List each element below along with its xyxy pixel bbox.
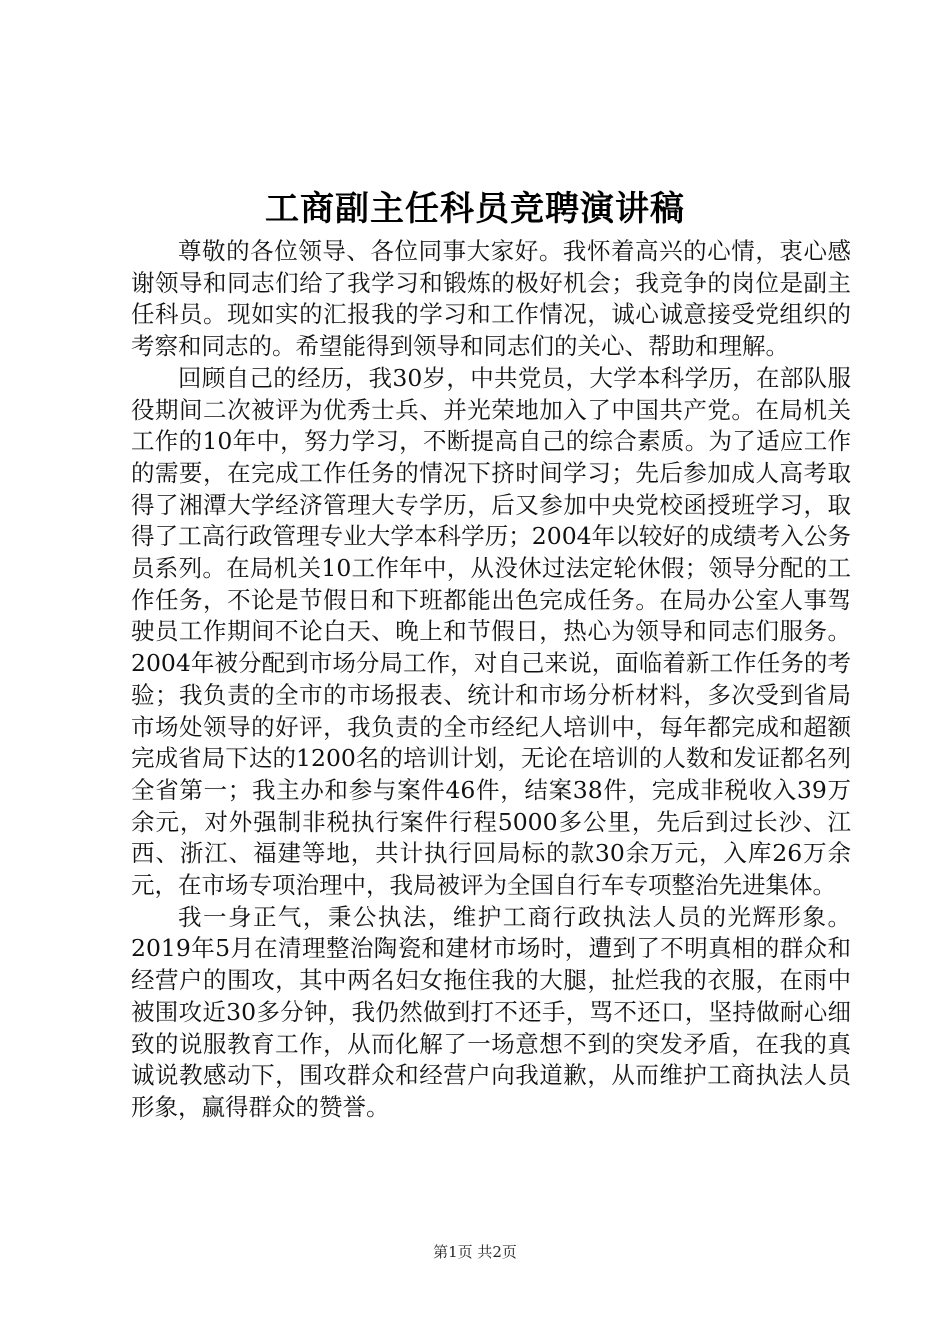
paragraph-integrity: 我一身正气，秉公执法，维护工商行政执法人员的光辉形象。2019年5月在清理整治陶瓷和建材市场时，遭到了不明真相的群众和经营户的围攻，其中两名妇女拖住我的大腿，扯烂我的衣服，在雨中被围攻近30多分钟，我仍然做到打不还手，骂不还口，坚持做耐心细致的说服教育工作，从而化解了一场意想不到的突发矛盾，在我的真诚说教感动下，围攻群众和经营户向我道歉，从而维护工商执法人员形象，赢得群众的赞誉。 [131,902,851,1121]
document-title: 工商副主任科员竞聘演讲稿 [265,189,685,229]
page-number-footer: 第1页 共2页 [433,1243,517,1261]
paragraph-experience: 回顾自己的经历，我30岁，中共党员，大学本科学历，在部队服役期间二次被评为优秀士兵、并光荣地加入了中国共产党。在局机关工作的10年中，努力学习，不断提高自己的综合素质。为了适应工作的需要，在完成工作任务的情况下挤时间学习；先后参加成人高考取得了湘潭大学经济管理大专学历，后又参加中央党校函授班学习，取得了工高行政管理专业大学本科学历；2004年以较好的成绩考入公务员系列。在局机关10工作年中，从没休过法定轮休假；领导分配的工作任务，不论是节假日和下班都能出色完成任务。在局办公室人事驾驶员工作期间不论白天、晚上和节假日，热心为领导和同志们服务。2004年被分配到市场分局工作，对自己来说，面临着新工作任务的考验；我负责的全市的市场报表、统计和市场分析材料，多次受到省局市场处领导的好评，我负责的全市经纪人培训中，每年都完成和超额完成省局下达的1200名的培训计划，无论在培训的人数和发证都名列全省第一；我主办和参与案件46件，结案38件，完成非税收入39万余元，对外强制非税执行案件行程5000多公里，先后到过长沙、江西、浙江、福建等地，共计执行回局标的款30余万元，入库26万余元，在市场专项治理中，我局被评为全国自行车专项整治先进集体。 [131,363,851,900]
document-body [131,236,851,1124]
paragraph-greeting: 尊敬的各位领导、各位同事大家好。我怀着高兴的心情，衷心感谢领导和同志们给了我学习和锻炼的极好机会；我竞争的岗位是副主任科员。现如实的汇报我的学习和工作情况，诚心诚意接受党组织的考察和同志的。希望能得到领导和同志们的关心、帮助和理解。 [131,237,851,361]
